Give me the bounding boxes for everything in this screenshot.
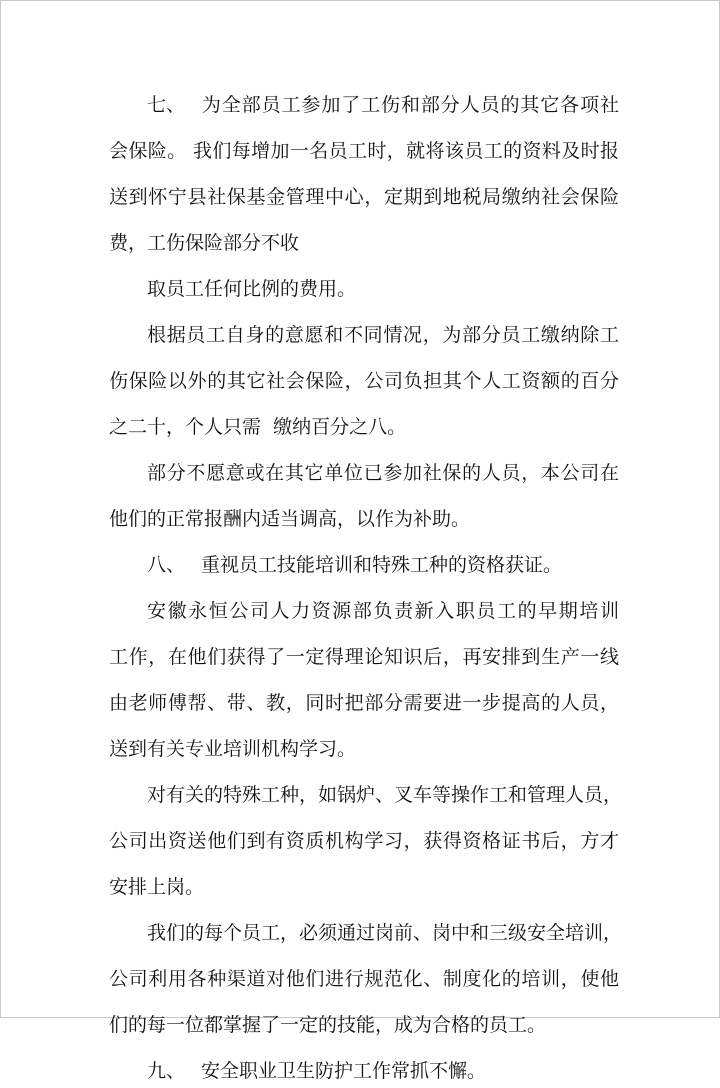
section-8-heading [109, 549, 619, 582]
special-paragraph [109, 779, 623, 904]
section-8-heading-line [109, 549, 619, 582]
section-9-title: 安全职业卫生防护工作常抓不懈。 [201, 1060, 487, 1082]
fee-line-1: 取员工任何比例的费用。 [147, 278, 357, 300]
hr-line-2: 工作，在他们获得了一定得理论知识后，再安排到生产一线 [109, 646, 619, 668]
unwilling-paragraph [109, 457, 619, 536]
special-line-1: 对有关的特殊工种，如锅炉、叉车等操作工和管理人员， [147, 784, 623, 806]
hr-line-4: 送到有关专业培训机构学习。 [109, 738, 357, 760]
section-7-heading-line [109, 89, 619, 122]
safety-line-1: 我们的每个员工，必须通过岗前、岗中和三级安全培训， [147, 922, 623, 944]
document-body [109, 89, 623, 1088]
safety-line-2: 公司利用各种渠道对他们进行规范化、制度化的培训，使他 [109, 968, 619, 990]
section-8-number: 八、 [147, 554, 186, 576]
section-7-number: 七、 [147, 94, 186, 116]
fee-paragraph [109, 273, 619, 306]
section-7-text-line-2: 会保险。 我们每增加一名员工时，就将该员工的资料及时报 [109, 140, 619, 162]
willing-line-1: 根据员工自身的意愿和不同情况，为部分员工缴纳除工 [147, 324, 619, 346]
section-9-heading-line [109, 1055, 619, 1088]
hr-paragraph [109, 595, 619, 766]
willing-paragraph [109, 319, 619, 444]
section-7-paragraph [109, 89, 619, 260]
unwilling-line-1: 部分不愿意或在其它单位已参加社保的人员，本公司在 [147, 462, 619, 484]
section-7-text-line-3: 送到怀宁县社保基金管理中心，定期到地税局缴纳社会保险 [109, 186, 619, 208]
section-7-text-line-4: 费，工伤保险部分不收 [109, 232, 300, 254]
safety-line-3: 们的每一位都掌握了一定的技能，成为合格的员工。 [109, 1014, 547, 1036]
safety-paragraph [109, 917, 623, 1042]
willing-line-3: 之二十，个人只需 缴纳百分之八。 [109, 416, 407, 438]
special-line-3: 安排上岗。 [109, 876, 205, 898]
unwilling-line-2: 他们的正常报酬内适当调高，以作为补助。 [109, 508, 471, 530]
section-7-text-line-1: 为全部员工参加了工伤和部分人员的其它各项社 [201, 94, 619, 116]
section-9-number: 九、 [147, 1060, 186, 1082]
hr-line-3: 由老师傅帮、带、教，同时把部分需要进一步提高的人员， [109, 692, 619, 714]
section-9-heading [109, 1055, 619, 1088]
hr-line-1: 安徽永恒公司人力资源部负责新入职员工的早期培训 [147, 600, 619, 622]
special-line-2: 公司出资送他们到有资质机构学习，获得资格证书后，方才 [109, 830, 619, 852]
section-8-title: 重视员工技能培训和特殊工种的资格获证。 [201, 554, 563, 576]
willing-line-2: 伤保险以外的其它社会保险，公司负担其个人工资额的百分 [109, 370, 619, 392]
